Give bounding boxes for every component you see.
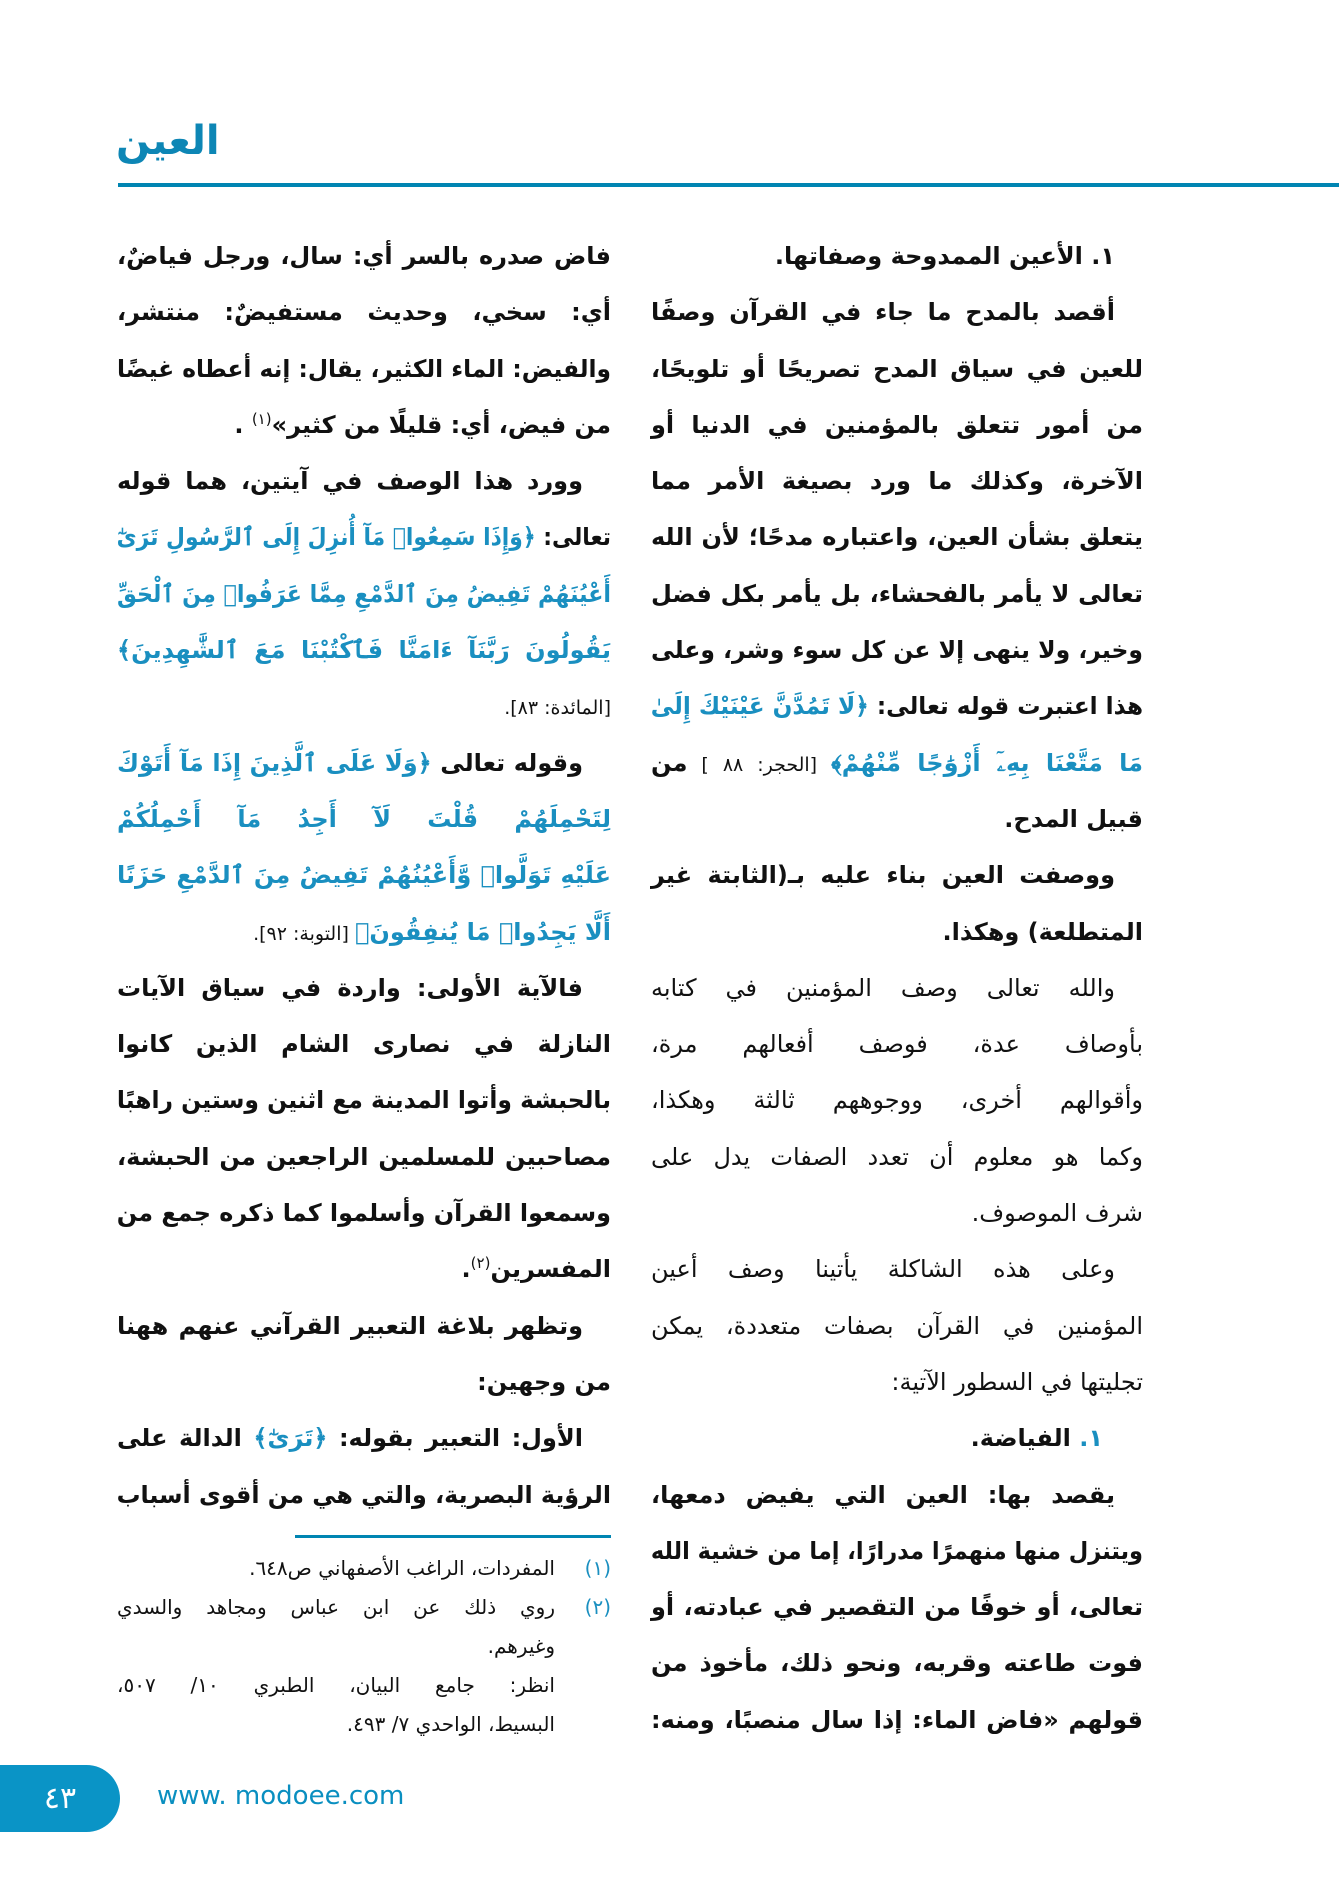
text-line <box>651 735 1143 791</box>
text-line <box>651 1129 1143 1185</box>
text-segment: المفردات، الراغب الأصفهاني ص٦٤٨. <box>249 1556 555 1580</box>
text-line <box>651 678 1143 734</box>
verse-reference: [المائدة: ٨٣]. <box>504 697 611 720</box>
text-line <box>651 1410 1143 1466</box>
header-divider <box>118 183 1339 187</box>
text-segment: المتطلعة) وهكذا. <box>942 917 1143 946</box>
text-segment: وقوله تعالى <box>431 748 583 777</box>
text-segment: وسمعوا القرآن وأسلموا كما ذكره جمع من <box>116 1199 612 1228</box>
text-segment: من أمور تتعلق بالمؤمنين في الدنيا أو <box>651 410 1143 439</box>
text-segment: بالحبشة وأتوا المدينة مع اثنين وستين راهبًا <box>116 1086 611 1115</box>
text-line <box>117 1016 611 1072</box>
text-segment: تعالى لا يأمر بالفحشاء، بل يأمر بكل فضل <box>651 579 1143 608</box>
quran-verse: عَلَيْهِ تَوَلَّوا۟ وَّأَعْيُنُهُمْ تَفِيضُ مِنَ ٱلدَّمْعِ حَزَنًا <box>117 861 611 890</box>
text-segment: الرؤية البصرية، والتي هي من أقوى أسباب <box>116 1480 612 1509</box>
text-segment: فوت طاعته وقربه، ونحو ذلك، مأخوذ من <box>651 1649 1143 1678</box>
text-segment: وغيرهم. <box>487 1634 555 1658</box>
text-line <box>651 509 1143 565</box>
text-segment: البسيط، الواحدي ٧/ ٤٩٣. <box>346 1712 555 1736</box>
text-segment: الفياضة. <box>970 1424 1071 1453</box>
text-line <box>651 566 1143 622</box>
text-line <box>117 1241 611 1297</box>
text-line <box>651 847 1143 903</box>
footnote-marker[interactable]: (٢) <box>470 1254 491 1273</box>
quran-verse: ﴿وَإِذَا سَمِعُوا۟ مَآ أُنزِلَ إِلَى ٱلرَّسُولِ تَرَىٰٓ <box>116 523 536 552</box>
text-segment: شرف الموصوف. <box>971 1199 1143 1228</box>
text-line <box>651 1072 1143 1128</box>
text-line <box>651 1354 1143 1410</box>
text-line <box>651 622 1143 678</box>
text-segment: من <box>651 748 688 777</box>
website-link[interactable]: www. modoee.com <box>157 1781 405 1811</box>
quran-verse: ﴿لَا تَمُدَّنَّ عَيْنَيْكَ إِلَىٰ <box>650 692 869 721</box>
text-line <box>651 284 1143 340</box>
footnote-line <box>117 1588 611 1627</box>
text-line <box>651 1241 1143 1297</box>
text-line <box>117 791 611 847</box>
text-segment: وكما هو معلوم أن تعدد الصفات يدل على <box>651 1142 1143 1171</box>
text-line <box>117 1298 611 1354</box>
text-segment: روي ذلك عن ابن عباس ومجاهد والسدي <box>117 1595 555 1619</box>
quran-verse: لِتَحْمِلَهُمْ قُلْتَ لَآ أَجِدُ مَآ أَحْمِلُكُمْ <box>117 804 611 833</box>
text-line <box>117 1129 611 1185</box>
text-line <box>651 1016 1143 1072</box>
item-number: (٢) <box>584 1595 611 1619</box>
footnote-line <box>117 1705 611 1744</box>
text-line <box>117 1467 611 1523</box>
text-segment: ويتنزل منها منهمرًا مدرارًا، إما من خشية الله <box>650 1536 1143 1565</box>
text-line <box>651 397 1143 453</box>
text-segment: وخير، ولا ينهى إلا عن كل سوء وشر، وعلى <box>651 636 1143 665</box>
text-line <box>651 960 1143 1016</box>
text-segment: الأول: التعبير بقوله: <box>327 1424 584 1453</box>
text-segment: ووصفت العين بناء عليه بـ(الثابتة غير <box>651 861 1115 890</box>
text-line <box>117 228 611 284</box>
text-segment: يتعلق بشأن العين، واعتباره مدحًا؛ لأن الله <box>651 523 1143 552</box>
footnote-divider <box>295 1535 611 1538</box>
item-number: (١) <box>584 1556 611 1580</box>
text-line <box>117 566 611 622</box>
text-segment: من وجهين: <box>477 1367 611 1396</box>
text-line <box>651 1523 1143 1579</box>
text-line <box>651 1467 1143 1523</box>
text-segment: والله تعالى وصف المؤمنين في كتابه <box>651 973 1115 1002</box>
text-segment: قبيل المدح. <box>1004 804 1143 833</box>
text-line <box>651 1298 1143 1354</box>
text-segment: . <box>234 410 252 439</box>
text-segment: النازلة في نصارى الشام الذين كانوا <box>117 1030 611 1059</box>
text-segment: مصاحبين للمسلمين الراجعين من الحبشة، <box>117 1142 611 1171</box>
verse-reference: [الحجر: ٨٨ ] <box>687 753 832 776</box>
text-line <box>651 453 1143 509</box>
text-segment: يقصد بها: العين التي يفيض دمعها، <box>651 1480 1115 1509</box>
text-segment: الدالة على <box>117 1424 254 1453</box>
page-header-title: العين <box>116 118 220 164</box>
text-segment: وتظهر بلاغة التعبير القرآني عنهم ههنا <box>117 1311 583 1340</box>
text-line <box>117 1354 611 1410</box>
text-segment: وعلى هذه الشاكلة يأتينا وصف أعين <box>651 1255 1115 1284</box>
text-line <box>117 453 611 509</box>
text-segment: فاض صدره بالسر أي: سال، ورجل فياضٌ، <box>117 242 611 270</box>
item-number: ١. <box>1070 1424 1103 1453</box>
right-text-column <box>651 228 1143 1748</box>
text-segment: المفسرين <box>490 1255 611 1284</box>
text-line <box>117 284 611 340</box>
text-line <box>651 341 1143 397</box>
text-segment: المؤمنين في القرآن بصفات متعددة، يمكن <box>651 1311 1143 1340</box>
text-line <box>117 735 611 791</box>
text-line <box>651 1185 1143 1241</box>
footnote-line <box>117 1549 611 1588</box>
page-number-badge: ٤٣ <box>0 1765 120 1832</box>
text-line <box>651 904 1143 960</box>
text-segment: فالآية الأولى: واردة في سياق الآيات <box>117 973 583 1002</box>
text-segment: تعالى، أو خوفًا من التقصير في عبادته، أو <box>651 1593 1143 1622</box>
quran-verse: مَا مَتَّعْنَا بِهِۦٓ أَزْوَٰجًا مِّنْهُمْ﴾ <box>831 748 1143 777</box>
quran-verse: ﴿تَرَىٰٓ﴾ <box>253 1424 328 1453</box>
text-line <box>117 847 611 903</box>
verse-reference: [التوبة: ٩٢]. <box>253 922 355 945</box>
text-line <box>117 622 611 678</box>
text-line <box>117 341 611 397</box>
text-segment: تجليتها في السطور الآتية: <box>891 1367 1143 1396</box>
text-line <box>651 1635 1143 1691</box>
quran-verse: يَقُولُونَ رَبَّنَآ ءَامَنَّا فَٱكْتُبْنَا مَعَ ٱلشَّٰهِدِينَ﴾ <box>117 636 611 665</box>
text-segment: قولهم «فاض الماء: إذا سال منصبًا، ومنه: <box>651 1705 1143 1734</box>
text-segment: هذا اعتبرت قوله تعالى: <box>868 692 1143 721</box>
text-line <box>117 509 611 565</box>
text-line <box>651 1579 1143 1635</box>
text-segment: للعين في سياق المدح تصريحًا أو تلويحًا، <box>651 354 1143 383</box>
text-segment: انظر: جامع البيان، الطبري ١٠/ ٥٠٧، <box>117 1673 555 1697</box>
text-line <box>117 904 611 960</box>
text-line <box>651 791 1143 847</box>
text-segment: تعالى: <box>535 523 611 552</box>
text-line <box>651 228 1143 284</box>
quran-verse: أَلَّا يَجِدُوا۟ مَا يُنفِقُونَ﴾ <box>354 917 611 946</box>
text-line <box>117 1410 611 1466</box>
text-segment: وورد هذا الوصف في آيتين، هما قوله <box>117 467 583 496</box>
text-segment: أقصد بالمدح ما جاء في القرآن وصفًا <box>651 298 1115 327</box>
text-line <box>117 960 611 1016</box>
text-segment: وأقوالهم أخرى، ووجوههم ثالثة وهكذا، <box>651 1086 1143 1115</box>
text-segment: والفيض: الماء الكثير، يقال: إنه أعطاه غيضًا <box>117 354 611 383</box>
text-segment: ١. الأعين الممدوحة وصفاتها. <box>774 242 1115 270</box>
footnote-line <box>117 1666 611 1705</box>
quran-verse: ﴿وَلَا عَلَى ٱلَّذِينَ إِذَا مَآ أَتَوْكَ <box>117 748 432 777</box>
text-segment: بأوصاف عدة، فوصف أفعالهم مرة، <box>651 1030 1143 1059</box>
text-segment: من فيض، أي: قليلًا من كثير» <box>271 410 611 439</box>
text-segment: . <box>461 1255 471 1284</box>
text-line <box>117 397 611 453</box>
text-segment: أي: سخي، وحديث مستفيضٌ: منتشر، <box>117 298 611 327</box>
footnote-marker[interactable]: (١) <box>251 409 272 428</box>
quran-verse: أَعْيُنَهُمْ تَفِيضُ مِنَ ٱلدَّمْعِ مِمَّا عَرَفُوا۟ مِنَ ٱلْحَقِّ <box>117 579 611 608</box>
text-line <box>651 1692 1143 1748</box>
text-line <box>117 678 611 734</box>
text-line <box>117 1072 611 1128</box>
footnotes <box>117 1549 611 1744</box>
left-text-column <box>117 228 611 1523</box>
text-segment: الآخرة، وكذلك ما ورد بصيغة الأمر مما <box>651 467 1143 496</box>
footnote-line <box>117 1627 611 1666</box>
text-line <box>117 1185 611 1241</box>
